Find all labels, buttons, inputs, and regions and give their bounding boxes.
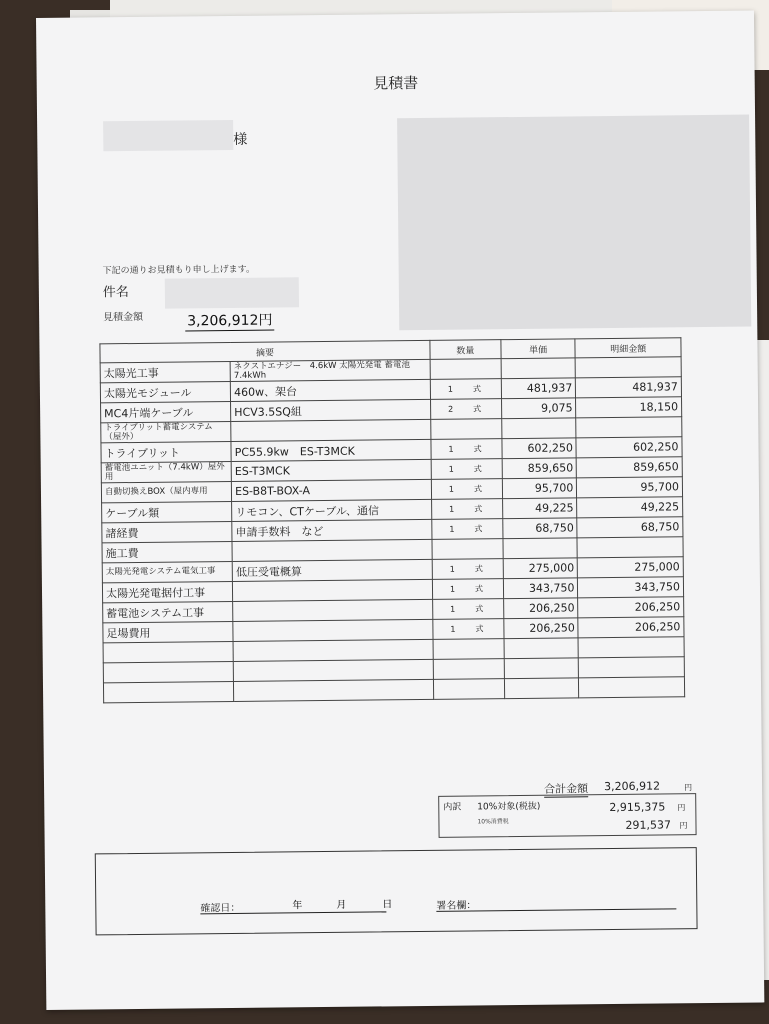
description-cell	[232, 539, 432, 561]
item-cell: 蓄電池システム工事	[103, 601, 233, 622]
amount-cell: 602,250	[576, 437, 682, 458]
unit-value: 式	[474, 504, 483, 514]
quantity-value: 1	[449, 584, 456, 594]
amount-cell	[578, 637, 684, 658]
quantity-cell	[433, 599, 504, 620]
redacted-subject	[165, 277, 299, 308]
item-cell: トライブリット蓄電システム（屋外）	[101, 421, 231, 442]
amount-value: 3,206,912円	[185, 310, 274, 332]
quantity-value: 1	[449, 564, 455, 574]
quantity-cell	[433, 619, 504, 640]
quantity-cell	[433, 659, 504, 680]
quantity-value: 1	[448, 464, 454, 474]
taxable-label: 10%対象(税抜)	[477, 801, 541, 813]
total-value: 3,206,912	[604, 779, 661, 794]
amount-cell: 95,700	[577, 477, 683, 498]
item-cell: 太陽光工事	[100, 361, 230, 382]
confirmation-date-label: 確認日：	[200, 902, 241, 915]
unit-value: 式	[475, 624, 484, 634]
item-cell	[103, 681, 233, 702]
amount-cell	[577, 537, 683, 558]
redacted-company-info	[397, 115, 751, 331]
quantity-cell	[431, 419, 502, 440]
total-label: 合計金額	[544, 782, 589, 796]
quotation-sheet	[36, 10, 764, 1009]
amount-cell	[579, 657, 685, 678]
quantity-cell	[432, 519, 503, 540]
description-cell: PC55.9kw ES-T3MCK	[231, 439, 431, 461]
unit-value: 式	[474, 564, 483, 574]
unit-price-cell: 9,075	[501, 398, 576, 419]
confirmation-day: 日	[382, 899, 393, 911]
unit-value: 式	[474, 524, 483, 534]
quantity-value: 1	[448, 484, 455, 494]
subject-label: 件名	[102, 285, 129, 301]
header-amount: 明細金額	[575, 338, 681, 358]
item-cell	[103, 641, 233, 662]
item-cell: MC4片端ケーブル	[101, 401, 231, 422]
total-yen: 円	[684, 783, 693, 793]
description-cell	[233, 659, 433, 681]
quantity-value: 1	[449, 504, 455, 514]
signature-label: 署名欄：	[436, 900, 477, 912]
amount-cell: 206,250	[578, 617, 684, 638]
confirmation-month: 月	[336, 899, 347, 911]
tax-value: 291,537	[625, 818, 672, 832]
tax-yen: 円	[679, 821, 688, 831]
intro-text: 下記の通りお見積もり申し上げます。	[102, 264, 255, 277]
unit-value: 式	[473, 484, 483, 494]
amount-cell	[576, 357, 682, 378]
redacted-customer-name	[103, 120, 233, 151]
unit-price-cell	[504, 638, 579, 659]
description-cell	[233, 599, 433, 621]
item-cell: 太陽光発電システム電気工事	[102, 561, 232, 582]
quantity-value: 1	[450, 604, 456, 614]
taxable-value: 2,915,375	[609, 800, 666, 815]
confirmation-year: 年	[292, 900, 303, 912]
quantity-cell	[430, 379, 501, 400]
quantity-value: 1	[450, 624, 456, 634]
amount-cell: 343,750	[578, 577, 684, 598]
item-cell: 諸経費	[102, 521, 232, 542]
item-cell: 足場費用	[103, 621, 233, 642]
unit-price-cell	[501, 358, 576, 379]
amount-cell: 49,225	[577, 497, 683, 518]
item-cell: 蓄電池ユニット（7.4kW）屋外用	[101, 461, 231, 482]
description-cell	[234, 679, 434, 701]
description-cell: ネクストエナジー 4.6kW 太陽光発電 蓄電池7.4kWh	[230, 359, 430, 381]
description-cell: 460w、架台	[230, 379, 430, 401]
unit-price-cell: 49,225	[502, 498, 577, 519]
item-cell: 太陽光モジュール	[100, 381, 230, 402]
unit-value: 式	[473, 404, 482, 414]
quantity-cell	[430, 399, 501, 420]
quantity-value: 1	[448, 444, 454, 454]
quantity-cell	[432, 559, 503, 580]
quantity-cell	[432, 499, 503, 520]
description-cell: ES-T3MCK	[231, 459, 431, 481]
amount-cell: 275,000	[578, 557, 684, 578]
taxable-yen: 円	[677, 803, 686, 813]
unit-price-cell: 859,650	[502, 458, 577, 479]
unit-price-cell: 206,250	[503, 598, 578, 619]
unit-price-cell: 602,250	[502, 438, 577, 459]
description-cell: 低圧受電概算	[232, 559, 432, 581]
header-unit-price: 単価	[501, 339, 576, 359]
tax-breakdown-box	[438, 793, 696, 838]
amount-cell: 481,937	[576, 377, 682, 398]
description-cell	[233, 619, 433, 641]
honorific: 様	[233, 131, 248, 148]
amount-cell: 18,150	[576, 397, 682, 418]
quantity-cell	[433, 639, 504, 660]
unit-value: 式	[474, 584, 484, 594]
quantity-cell	[431, 439, 502, 460]
amount-cell: 859,650	[577, 457, 683, 478]
unit-price-cell	[504, 678, 579, 699]
amount-cell: 68,750	[577, 517, 683, 538]
unit-price-cell: 95,700	[502, 478, 577, 499]
quote-table	[99, 337, 685, 703]
quantity-cell	[433, 679, 504, 700]
header-quantity: 数量	[430, 340, 501, 360]
confirmation-box	[95, 847, 698, 935]
unit-value: 式	[473, 444, 482, 454]
unit-price-cell	[503, 538, 578, 559]
quantity-value: 1	[449, 524, 455, 534]
document-title: 見積書	[373, 74, 419, 93]
amount-cell	[579, 677, 685, 698]
description-cell: 申請手数料 など	[232, 519, 432, 541]
tax-label: 10%消費税	[477, 818, 509, 826]
quantity-cell	[431, 479, 502, 500]
quantity-cell	[431, 459, 502, 480]
quantity-value: 1	[447, 384, 453, 394]
item-cell	[103, 661, 233, 682]
amount-label: 見積金額	[103, 311, 144, 324]
unit-value: 式	[475, 604, 484, 614]
breakdown-label: 内訳	[443, 802, 462, 813]
quantity-cell	[432, 579, 503, 600]
unit-price-cell: 481,937	[501, 378, 576, 399]
unit-value: 式	[473, 464, 482, 474]
unit-price-cell: 343,750	[503, 578, 578, 599]
description-cell	[233, 639, 433, 661]
header-description: 摘要	[100, 340, 430, 362]
quote-table-body	[100, 357, 685, 703]
item-cell: 施工費	[102, 541, 232, 562]
item-cell: 自動切換えBOX（屋内専用	[101, 481, 231, 502]
item-cell: トライブリット	[101, 441, 231, 462]
description-cell: ES-B8T-BOX-A	[231, 479, 431, 501]
item-cell: ケーブル類	[102, 501, 232, 522]
unit-value: 式	[472, 384, 481, 394]
amount-cell	[576, 417, 682, 438]
description-cell: リモコン、CTケーブル、通信	[232, 499, 432, 521]
unit-price-cell: 206,250	[503, 618, 578, 639]
unit-price-cell	[501, 418, 576, 439]
quantity-cell	[432, 539, 503, 560]
quantity-cell	[430, 359, 501, 380]
description-cell	[233, 579, 433, 601]
description-cell	[231, 419, 431, 441]
unit-price-cell: 68,750	[502, 518, 577, 539]
unit-price-cell	[504, 658, 579, 679]
description-cell: HCV3.5SQ組	[231, 399, 431, 421]
amount-cell: 206,250	[578, 597, 684, 618]
unit-price-cell: 275,000	[503, 558, 578, 579]
quantity-value: 2	[448, 404, 454, 414]
item-cell: 太陽光発電据付工事	[102, 581, 232, 602]
